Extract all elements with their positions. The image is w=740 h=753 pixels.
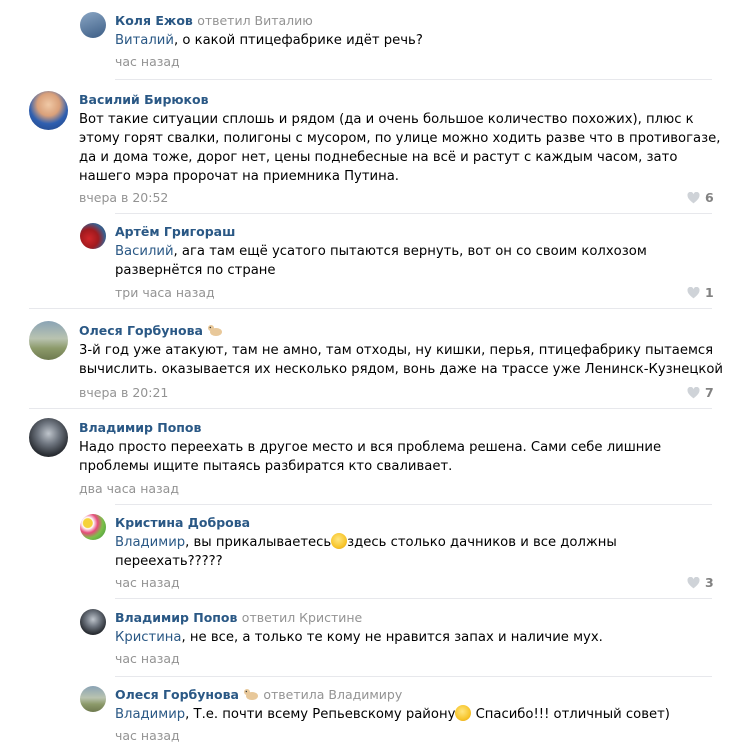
comment-author[interactable]: Артём Григораш	[115, 224, 236, 239]
comment-date[interactable]: вчера в 20:21	[79, 385, 169, 400]
comment-date[interactable]: три часа назад	[115, 285, 215, 300]
separator	[29, 308, 712, 309]
reply-target[interactable]: ответила Владимиру	[263, 687, 403, 702]
mention-link[interactable]: Владимир	[115, 707, 186, 722]
like-button[interactable]: 6	[687, 190, 714, 205]
comment-text: Надо просто переехать в другое место и вся проблема решена. Сами себе лишние проблемы ищите пытаясь разбиратся кто сваливает.	[79, 440, 662, 474]
comment-text: Виталий, о какой птицефабрике идёт речь?	[115, 33, 423, 48]
comment-author[interactable]: Василий Бирюков	[79, 92, 209, 107]
comment-text: Вот такие ситуации сплошь и рядом (да и очень большое количество похожих), плюс к этому горят свалки, полигоны с мусором, по улице можно ходить разве что в противогазе, да и дома тоже, дорог нет, цены поднебесные на всё и растут с каждым часом, зато нашего мэра пророчат на приемника Путина.	[79, 112, 721, 184]
heart-icon	[687, 192, 700, 204]
heart-icon	[687, 577, 700, 589]
comment-author[interactable]: Владимир Попов ответил Кристине	[115, 610, 363, 625]
mention-link[interactable]: Виталий	[115, 33, 174, 48]
separator	[115, 598, 712, 599]
avatar[interactable]	[29, 418, 68, 457]
avatar[interactable]	[29, 321, 68, 360]
avatar[interactable]	[80, 686, 106, 712]
comment-date[interactable]: час назад	[115, 575, 180, 590]
comment-text: Кристина, не все, а только те кому не нравится запах и наличие мух.	[115, 630, 603, 645]
like-button[interactable]: 7	[687, 385, 714, 400]
rofl-emoji-icon	[331, 533, 347, 549]
comment-text: 3-й год уже атакуют, там не амно, там отходы, ну кишки, перья, птицефабрику пытаемся вычислить. оказывается их несколько рядом, вонь даже на трассе уже Ленинск-Кузнецкой	[79, 343, 723, 377]
relieved-emoji-icon	[455, 705, 471, 721]
mention-link[interactable]: Василий	[115, 244, 174, 259]
separator	[115, 79, 712, 80]
dog-emoji-icon	[243, 687, 259, 701]
mention-link[interactable]: Владимир	[115, 535, 186, 550]
heart-icon	[687, 287, 700, 299]
avatar[interactable]	[80, 12, 106, 38]
comment-author[interactable]: Олеся Горбунова ответила Владимиру	[115, 687, 403, 702]
comment-text: Владимир, Т.е. почти всему Репьевскому району Спасибо!!! отличный совет)	[115, 707, 670, 722]
avatar[interactable]	[29, 91, 68, 130]
comment-date[interactable]: два часа назад	[79, 481, 179, 496]
like-button[interactable]: 3	[687, 575, 714, 590]
comment-author[interactable]: Коля Ежов ответил Виталию	[115, 13, 313, 28]
reply-target[interactable]: ответил Кристине	[241, 610, 363, 625]
comment-author[interactable]: Олеся Горбунова	[79, 323, 223, 338]
dog-emoji-icon	[207, 323, 223, 337]
comment-date[interactable]: час назад	[115, 54, 180, 69]
separator	[29, 408, 712, 409]
comment-date[interactable]: вчера в 20:52	[79, 190, 169, 205]
comment-date[interactable]: час назад	[115, 728, 180, 743]
avatar[interactable]	[80, 514, 106, 540]
reply-target[interactable]: ответил Виталию	[197, 13, 313, 28]
comment-text: Василий, ага там ещё усатого пытаются вернуть, вот он со своим колхозом развернётся по стране	[115, 244, 647, 278]
comment-date[interactable]: час назад	[115, 651, 180, 666]
comment-text: Владимир, вы прикалываетесь здесь столько дачников и все должны переехать?????	[115, 535, 617, 569]
separator	[115, 676, 712, 677]
avatar[interactable]	[80, 223, 106, 249]
separator	[115, 504, 712, 505]
mention-link[interactable]: Кристина	[115, 630, 182, 645]
comment-author[interactable]: Кристина Доброва	[115, 515, 251, 530]
heart-icon	[687, 387, 700, 399]
like-button[interactable]: 1	[687, 285, 714, 300]
avatar[interactable]	[80, 609, 106, 635]
comment-author[interactable]: Владимир Попов	[79, 420, 202, 435]
separator	[115, 213, 712, 214]
